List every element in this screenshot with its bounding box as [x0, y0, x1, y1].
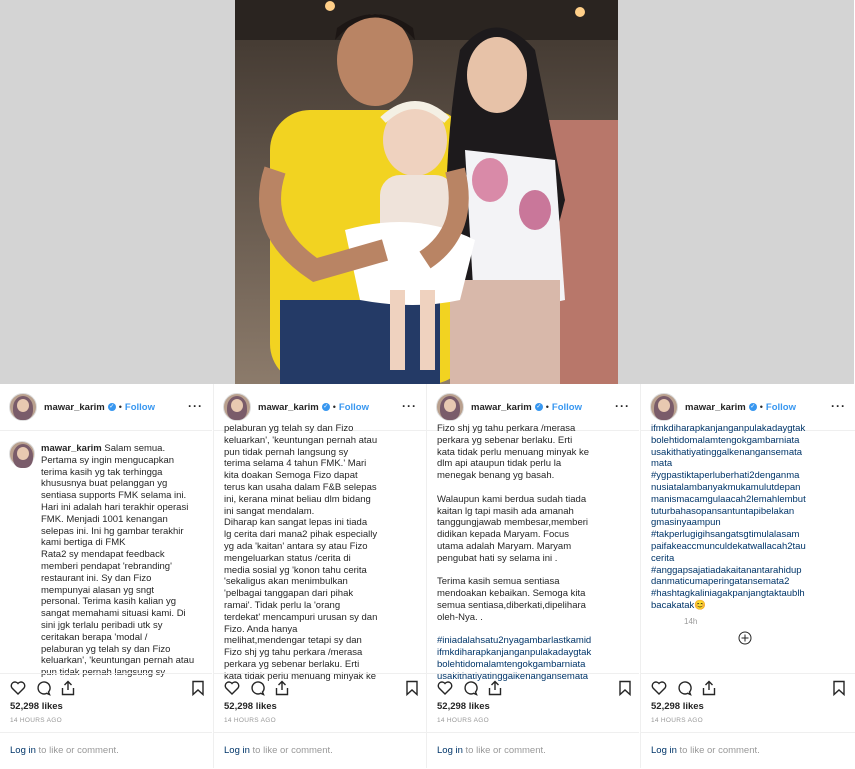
share-icon[interactable] — [487, 680, 503, 696]
action-bar — [427, 673, 639, 696]
bookmark-icon[interactable] — [404, 680, 420, 696]
comment-time: 14h — [684, 617, 698, 626]
emoji: 😊 — [694, 599, 707, 611]
action-bar — [0, 673, 212, 696]
verified-icon: ✓ — [536, 404, 542, 410]
follow-button[interactable]: Follow — [551, 401, 582, 413]
post-header — [0, 384, 212, 431]
more-icon[interactable]: ··· — [831, 399, 846, 413]
verified-icon: ✓ — [109, 404, 115, 410]
login-link[interactable]: Log in — [224, 745, 250, 756]
avatar[interactable] — [650, 393, 678, 421]
login-link[interactable]: Log in — [10, 745, 36, 756]
share-icon[interactable] — [274, 680, 290, 696]
comment-icon[interactable] — [676, 680, 692, 696]
avatar[interactable] — [436, 393, 464, 421]
timestamp[interactable]: 14 HOURS AGO — [651, 717, 704, 724]
separator-dot: • — [118, 402, 122, 412]
share-icon[interactable] — [701, 680, 717, 696]
username[interactable]: mawar_karim — [685, 401, 746, 413]
caption — [41, 443, 202, 679]
verified-icon: ✓ — [323, 404, 329, 410]
login-link[interactable]: Log in — [651, 745, 677, 756]
caption — [437, 423, 629, 683]
caption-area[interactable] — [214, 423, 426, 682]
follow-button[interactable]: Follow — [765, 401, 796, 413]
timestamp[interactable]: 14 HOURS AGO — [224, 717, 277, 724]
login-link[interactable]: Log in — [437, 745, 463, 756]
caption-hashtags[interactable]: ifmkdiharapkanjanganpulakadaygtak bolehtidomalamtengokgambarniata usakithatiyatinggalkenangansemata mata #ygpastiktaperluberhati2denganma nusiatalambanyakmukamulutdepan manismacamgulaacah2lemahlembut tuturbahasopansantuntapibelakan gmasinyaampun #takperlugigihsangatsgtimulalasam paifakeaccmunculdekatwallacah2tau cerita #anggapsajatiadakaitanantarahidup danmaticumaperingatansemata2 #hashtagkaliniagakpanjangtaktaublh bacakatak — [651, 423, 806, 611]
caption — [651, 423, 845, 612]
follow-button[interactable]: Follow — [124, 401, 155, 413]
caption-username[interactable]: mawar_karim — [41, 443, 102, 454]
post-photo[interactable] — [235, 0, 618, 384]
login-text: to like or comment. — [249, 745, 333, 756]
post-photo-area — [0, 0, 854, 384]
comment-icon[interactable] — [249, 680, 265, 696]
bookmark-icon[interactable] — [190, 680, 206, 696]
caption-text: pelaburan yg telah sy dan Fizo keluarkan', 'keuntungan pernah atau pun tidak pernah langsung sy terima selama 4 tahun FMK.' Mari kita doakan Semoga Fizo dapat terus kan usaha dalam F&B selepas ini, kerana minat beliau dlm bidang ini sangat mendalam. Diharap kan sangat lepas ini tiada lg cerita dari mana2 pihak especially yg ada 'kaitan' antara sy atau Fizo mengeluarkan status /cerita di media sosial yg 'konon tahu cerita 'sekaligus akan menimbulkan 'pelbagai tanggapan dari pihak ramai'. Tidak perlu la 'orang terdekat' mencampuri urusan sy dan Fizo. Anda hanya melihat,mendengar tetapi sy dan Fizo shj yg tahu perkara /merasa perkara yg sebenar berlaku. Erti kata tidak perlu menuang minyak ke — [224, 423, 378, 682]
username[interactable]: mawar_karim — [258, 401, 319, 413]
likes-count[interactable]: 52,298 likes — [437, 701, 490, 712]
verified-icon: ✓ — [750, 404, 756, 410]
add-comment-icon[interactable] — [738, 631, 752, 645]
login-text: to like or comment. — [462, 745, 546, 756]
username[interactable]: mawar_karim — [471, 401, 532, 413]
comment-icon[interactable] — [462, 680, 478, 696]
login-bar — [641, 732, 855, 769]
likes-count[interactable]: 52,298 likes — [10, 701, 63, 712]
heart-icon[interactable] — [651, 680, 667, 696]
separator-dot: • — [545, 402, 549, 412]
post-panel-4 — [640, 384, 855, 768]
heart-icon[interactable] — [437, 680, 453, 696]
post-panel-2 — [213, 384, 426, 768]
caption-text: Salam semua. Pertama sy ingin mengucapkan terima kasih yg tak terhingga khususnya buat pelanggan yg sentiasa supports FMK selama ini. Hari ini adalah hari terakhir operasi FMK. Menjadi 1001 kenangan selepas ini. Ini hg gambar terakhir kami bertiga di FMK Rata2 sy mendapat feedback memberi pendapat 'rebranding' restaurant ini. Sy dan Fizo mempunyai alasan yg sngt personal. Terima kasih kalian yg sangat memahami situasi kami. Di sini jgk terlalu peribadi utk sy ceritakan berapa 'modal / pelaburan yg telah sy dan Fizo keluarkan', 'keuntungan pernah atau pun tidak pernah langsung sy — [41, 443, 195, 679]
post-panel-3 — [426, 384, 639, 768]
separator-dot: • — [759, 402, 763, 412]
login-bar — [214, 732, 426, 769]
username[interactable]: mawar_karim — [44, 401, 105, 413]
share-icon[interactable] — [60, 680, 76, 696]
avatar[interactable] — [9, 393, 37, 421]
bookmark-icon[interactable] — [617, 680, 633, 696]
bookmark-icon[interactable] — [831, 680, 847, 696]
login-bar — [0, 732, 212, 769]
more-icon[interactable]: ··· — [188, 399, 203, 413]
caption-avatar[interactable] — [9, 441, 35, 467]
follow-button[interactable]: Follow — [338, 401, 369, 413]
caption-area[interactable] — [641, 423, 855, 655]
timestamp[interactable]: 14 HOURS AGO — [10, 717, 63, 724]
separator-dot: • — [332, 402, 336, 412]
login-text: to like or comment. — [35, 745, 119, 756]
caption-area[interactable] — [0, 431, 212, 679]
more-icon[interactable]: ··· — [402, 399, 417, 413]
likes-count[interactable]: 52,298 likes — [224, 701, 277, 712]
likes-count[interactable]: 52,298 likes — [651, 701, 704, 712]
caption-text: Fizo shj yg tahu perkara /merasa perkara yg sebenar berlaku. Erti kata tidak perlu menuang minyak ke dlm api ataupun tidak perlu la menegak benang yg basah. Walaupun kami berdua sudah tiada kaitan lg tapi masih ada amanah tanggungjawab membesar,memberi didikan kepada Maryam. Focus utama adalah Maryam. Maryam pengubat hati sy selama ini . Terima kasih semua sentiasa mendoakan kebaikan. Semoga kita semua sentiasa,diberkati,dipelihara oleh-Nya. . — [437, 423, 590, 623]
timestamp[interactable]: 14 HOURS AGO — [437, 717, 490, 724]
heart-icon[interactable] — [224, 680, 240, 696]
post-panel-1 — [0, 384, 212, 768]
caption-area[interactable] — [427, 423, 639, 682]
login-text: to like or comment. — [676, 745, 760, 756]
action-bar — [641, 673, 855, 696]
comment-icon[interactable] — [35, 680, 51, 696]
avatar[interactable] — [223, 393, 251, 421]
login-bar — [427, 732, 639, 769]
heart-icon[interactable] — [10, 680, 26, 696]
action-bar — [214, 673, 426, 696]
more-icon[interactable]: ··· — [615, 399, 630, 413]
caption-hashtags[interactable]: #iniadalahsatu2nyagambarlastkamid ifmkdiharapkanjanganpulakadaygtak bolehtidomalamtengokgambarniata usakithatiyatinggalkenangansemata — [437, 635, 592, 682]
